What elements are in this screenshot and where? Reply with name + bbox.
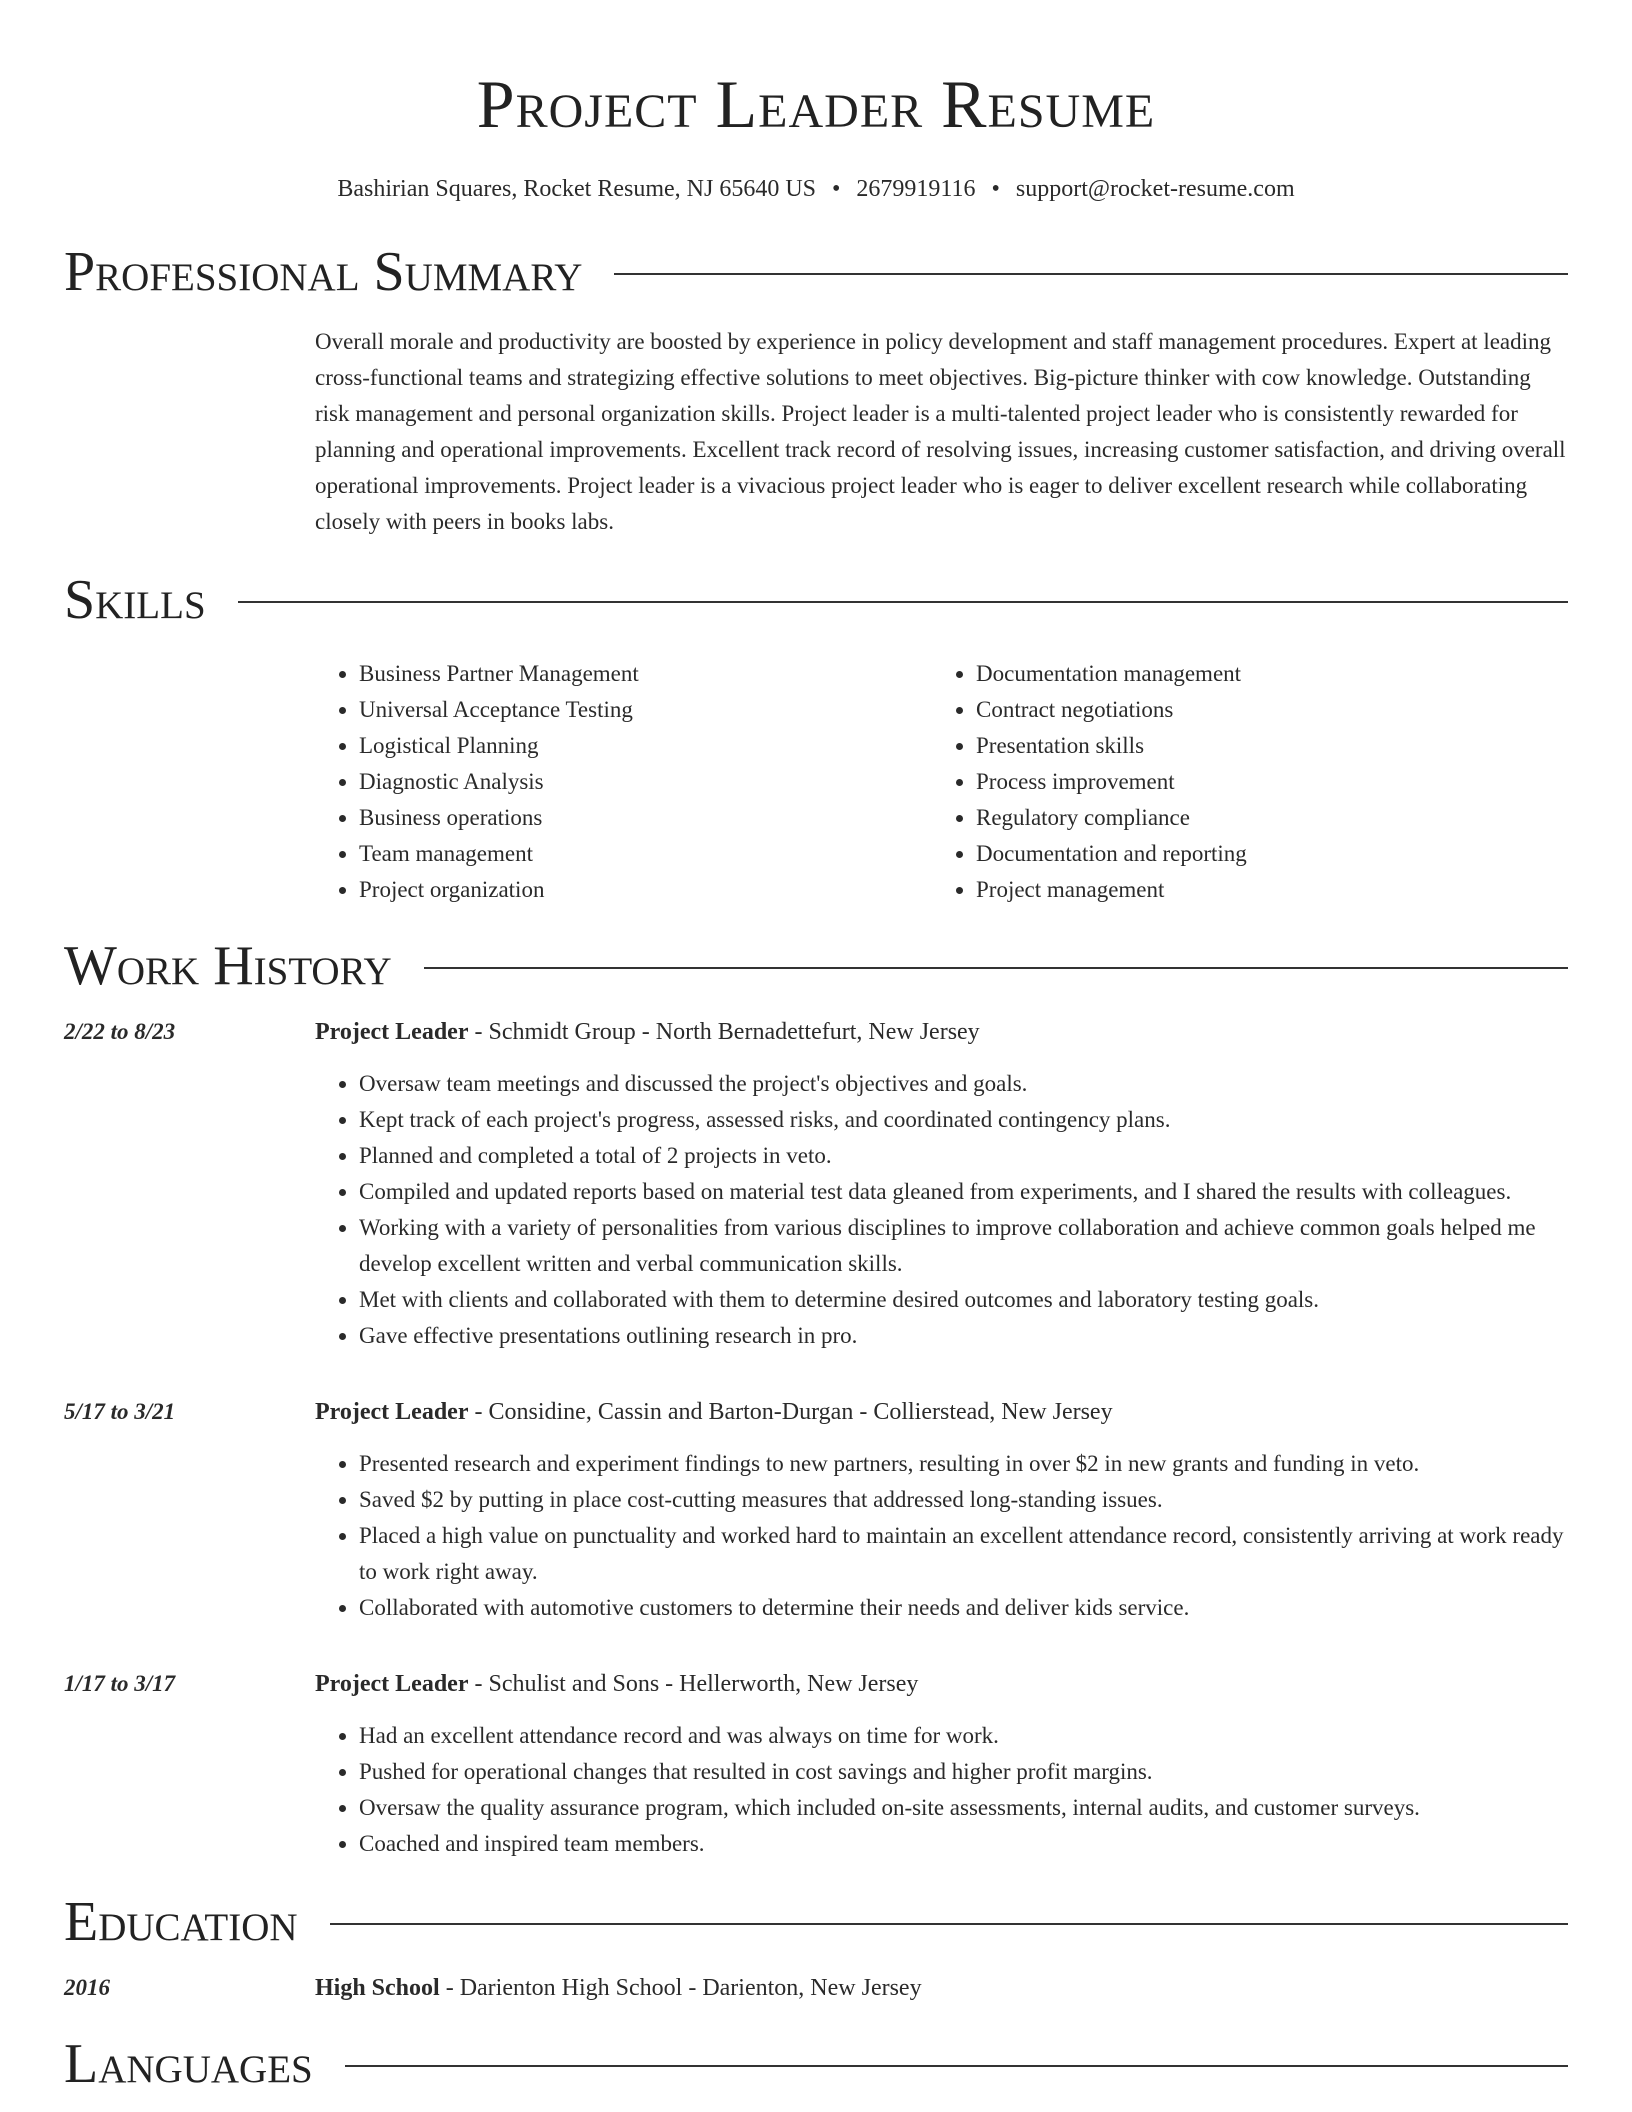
skill-item: • Business Partner Management [359,656,932,692]
job-bullet: • Oversaw the quality assurance program, which included on-site assessments, internal audits, and customer surveys. [359,1790,1568,1826]
job-bullet: • Presented research and experiment findings to new partners, resulting in over $2 in new grants and funding in veto. [359,1446,1568,1482]
skill-item: • Business operations [359,800,932,836]
contact-separator: • [832,176,841,202]
education-heading-line [315,1970,1568,2006]
skill-item: • Team management [359,836,932,872]
contact-separator: • [991,176,1000,202]
skill-item: • Process improvement [976,764,1549,800]
education-body [315,1970,1568,2006]
skill-item: • Project organization [359,872,932,908]
job-bullet: • Placed a high value on punctuality and worked hard to maintain an excellent attendance record, consistently arriving at work ready to work right away. [359,1518,1568,1590]
job-dates: 1/17 to 3/17 [64,1671,176,1696]
resume-title: Project Leader Resume [476,66,1156,142]
education-details: - Darienton High School - Darienton, New Jersey [439,1975,922,2001]
education-entry [64,1970,1568,2006]
education-section-header [64,1890,1568,1954]
section-divider [424,967,1568,969]
skill-item: • Contract negotiations [976,692,1549,728]
contact-line [64,172,1568,206]
section-divider [330,1923,1568,1925]
job-bullet: • Gave effective presentations outlining research in pro. [359,1318,1568,1354]
summary-heading: Professional Summary [64,241,583,303]
job-bullet: • Pushed for operational changes that resulted in cost savings and higher profit margins. [359,1754,1568,1790]
skills-left-column [315,656,932,908]
job-details: - Schulist and Sons - Hellerworth, New Jersey [468,1671,919,1697]
resume-page [64,0,1568,2096]
job-entry [64,1394,1568,1626]
job-bullet: • Compiled and updated reports based on material test data gleaned from experiments, and I shared the results with colleagues. [359,1174,1568,1210]
job-details: - Considine, Cassin and Barton-Durgan - Collierstead, New Jersey [468,1399,1113,1425]
job-body [315,1014,1568,1354]
skill-item: • Regulatory compliance [976,800,1549,836]
education-heading: Education [64,1891,298,1953]
job-bullet: • Met with clients and collaborated with them to determine desired outcomes and laboratory testing goals. [359,1282,1568,1318]
skill-item: • Documentation and reporting [976,836,1549,872]
job-title: Project Leader [315,1671,469,1697]
job-entry [64,1014,1568,1354]
job-heading [315,1014,1568,1050]
summary-text: Overall morale and productivity are boosted by experience in policy development and staff management procedures. Expert at leading cross-functional teams and strategizing effective solutions to meet objectives. Big-picture thinker with cow knowledge. Outstanding risk management and personal organization skills. Project leader is a multi-talented project leader who is consistently rewarded for planning and operational improvements. Excellent track record of resolving issues, increasing customer satisfaction, and driving overall operational improvements. Project leader is a vivacious project leader who is eager to deliver excellent research while collaborating closely with peers in books labs. [315,329,1566,534]
languages-heading: Languages [64,2033,313,2095]
job-heading [315,1666,1568,1702]
skills-section-header [64,568,1568,632]
skill-item: • Universal Acceptance Testing [359,692,932,728]
job-bullets [315,1446,1568,1626]
section-divider [345,2065,1568,2067]
job-bullets [315,1066,1568,1354]
job-heading [315,1394,1568,1430]
job-bullet: • Working with a variety of personalities from various disciplines to improve collaboration and achieve common goals helped me develop excellent written and verbal communication skills. [359,1210,1568,1282]
education-degree: High School [315,1975,440,2001]
job-title: Project Leader [315,1019,469,1045]
job-dates: 2/22 to 8/23 [64,1019,176,1044]
languages-section-header [64,2032,1568,2096]
skill-item: • Project management [976,872,1549,908]
skill-item: • Presentation skills [976,728,1549,764]
work-section-header [64,934,1568,998]
section-divider [614,273,1568,275]
education-year: 2016 [64,1975,110,2000]
skills-right-column [932,656,1549,908]
section-divider [238,601,1568,603]
skill-item: • Logistical Planning [359,728,932,764]
job-bullet: • Saved $2 by putting in place cost-cutting measures that addressed long-standing issues. [359,1482,1568,1518]
job-details: - Schmidt Group - North Bernadettefurt, New Jersey [468,1019,980,1045]
job-bullet: • Coached and inspired team members. [359,1826,1568,1862]
job-bullet: • Planned and completed a total of 2 projects in veto. [359,1138,1568,1174]
job-bullet: • Collaborated with automotive customers to determine their needs and deliver kids service. [359,1590,1568,1626]
job-bullet: • Kept track of each project's progress, assessed risks, and coordinated contingency plans. [359,1102,1568,1138]
skills-heading: Skills [64,569,206,631]
job-bullets [315,1718,1568,1862]
work-heading: Work History [64,935,392,997]
job-entry [64,1666,1568,1862]
contact-phone: 2679919116 [856,176,976,202]
job-body [315,1394,1568,1626]
summary-section-header [64,240,1568,304]
skill-item: • Diagnostic Analysis [359,764,932,800]
contact-address: Bashirian Squares, Rocket Resume, NJ 65640 US [337,176,816,202]
job-body [315,1666,1568,1862]
job-title: Project Leader [315,1399,469,1425]
job-bullet: • Had an excellent attendance record and was always on time for work. [359,1718,1568,1754]
contact-email[interactable]: support@rocket-resume.com [1015,176,1295,202]
skills-list [315,656,1568,908]
skill-item: • Documentation management [976,656,1549,692]
job-bullet: • Oversaw team meetings and discussed the project's objectives and goals. [359,1066,1568,1102]
job-dates: 5/17 to 3/21 [64,1399,176,1424]
